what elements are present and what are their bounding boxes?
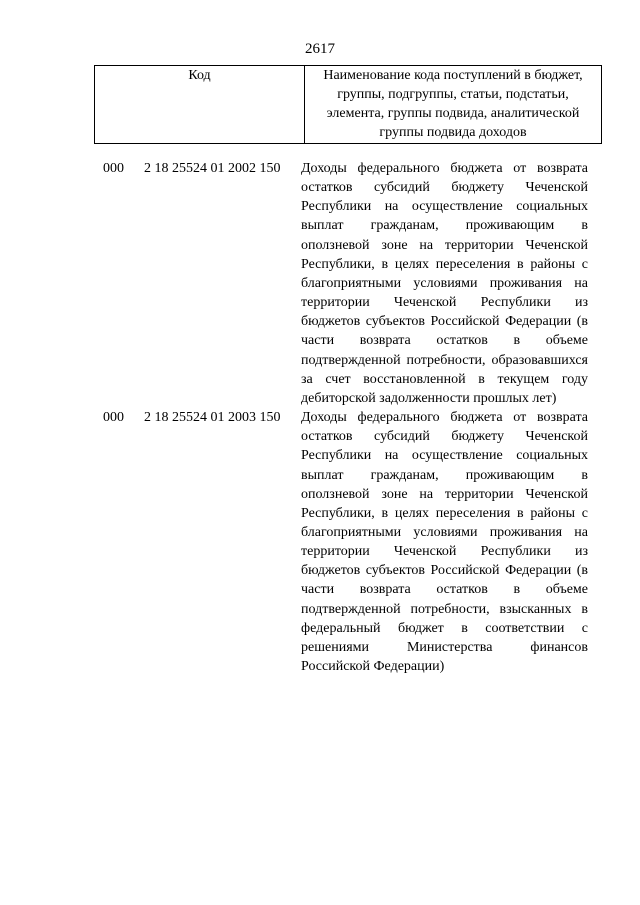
column-header-name: Наименование кода поступлений в бюджет, группы, подгруппы, статьи, подстатьи, элемента, группы подвида, аналитической группы подвида доходов [305,66,602,144]
revenue-code: 2 18 25524 01 2002 150 [144,161,281,176]
admin-code: 000 [103,410,124,426]
admin-code: 000 [103,161,124,176]
table-header-row [95,66,602,144]
table-row [0,408,640,676]
revenue-description: Доходы федерального бюджета от возврата остатков субсидий бюджету Чеченской Республики на осуществление социальных выплат гражданам, проживающим в оползневой зоне на территории Чеченской Республики, в целях переселения в районы с благоприятными условиями проживания на территории Чеченской Республики из бюджетов субъектов Российской Федерации (в части возврата остатков в объеме подтвержденной потребности, взысканных в федеральный бюджет в соответствии с решениями Министерства финансов Российской Федерации) [301,410,588,675]
table-header [94,65,602,144]
table-row [0,159,640,408]
revenue-description: Доходы федерального бюджета от возврата остатков субсидий бюджету Чеченской Республики на осуществление социальных выплат гражданам, проживающим в оползневой зоне на территории Чеченской Республики, в целях переселения в районы с благоприятными условиями проживания на территории Чеченской Республики из бюджетов субъектов Российской Федерации (в части возврата остатков в объеме подтвержденной потребности, образовавшихся за счет восстановленной в текущем году дебиторской задолженности прошлых лет) [301,161,588,406]
revenue-code: 2 18 25524 01 2003 150 [144,410,281,426]
column-header-code: Код [95,66,305,144]
page-number: 2617 [305,41,335,57]
entries-list [0,159,640,676]
